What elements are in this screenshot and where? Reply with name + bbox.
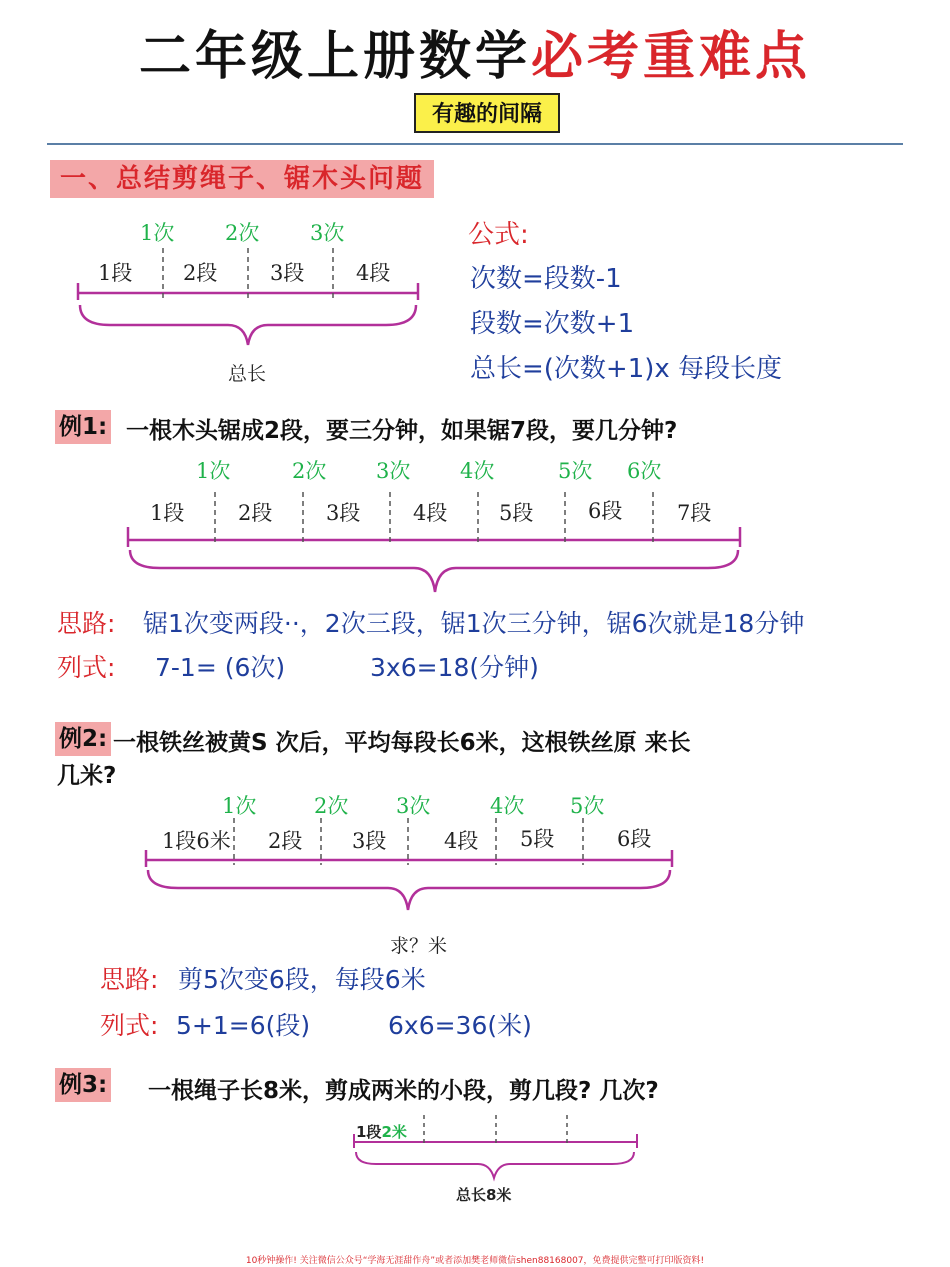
diagram2-segment-label: 7段 [677,501,712,525]
diagram2-segment-label: 3段 [326,501,361,525]
diagram3-segment-label: 5段 [520,827,555,851]
diagram4-total-label: 总长8米 [456,1186,512,1204]
diagram2-cut-label: 5次 [558,459,593,483]
diagram1-brace [80,305,416,345]
diagram1-segment-label: 2段 [183,261,218,285]
diagram1-cut-label: 3次 [310,221,345,245]
formula-2: 段数=次数+1 [470,309,635,339]
diagram1-cut-label: 2次 [225,221,260,245]
diagram3-segment-label: 2段 [268,829,303,853]
diagram3-segment-label: 6段 [617,827,652,851]
example1-label: 例1: [55,410,111,444]
diagram1-cut-label: 1次 [140,221,175,245]
diagram2-cut-label: 3次 [376,459,411,483]
diagram3-cut-label: 5次 [570,794,605,818]
example2-formula-label: 列式: [100,1011,159,1040]
diagram1-segment-label: 1段 [98,261,133,285]
page-title [0,14,950,89]
diagram3-segment-label: 4段 [444,829,479,853]
diagram2-segment-label: 4段 [413,501,448,525]
diagram2-segment-label: 1段 [150,501,185,525]
example3-question: 一根绳子长8米，剪成两米的小段，剪几段? 几次? [148,1078,659,1104]
example1-thinking: 锯1次变两段··，2次三段，锯1次三分钟，锯6次就是18分钟 [143,609,805,638]
diagram3-total-label: 求？米 [390,935,448,957]
formula-3: 总长=(次数+1)x 每段长度 [470,354,783,384]
diagram2-cut-label: 2次 [292,459,327,483]
diagram2-brace [130,550,738,592]
diagram3-cut-label: 4次 [490,794,525,818]
example1-formula-label: 列式: [57,653,116,682]
diagram4-segment-prefix: 1段 [356,1123,382,1141]
formula-1: 次数=段数-1 [470,264,622,294]
example2-formula-a: 5+1=6(段) [176,1011,311,1040]
diagram3-cut-label: 3次 [396,794,431,818]
example2-label: 例2: [55,722,111,756]
example3-label: 例3: [55,1068,111,1102]
footer-note: 10秒钟操作! 关注微信公众号“学海无涯甜作舟”或者添加樊老师微信shen88168007，免费提供完整可打印版资料! [245,1256,705,1266]
diagram2-cut-label: 6次 [627,459,662,483]
example1-question: 一根木头锯成2段，要三分钟，如果锯7段，要几分钟? [126,418,678,444]
example2-question-line2: 几米? [57,763,117,789]
diagram2-cut-label: 1次 [196,459,231,483]
diagram1-total-label: 总长 [228,363,267,385]
diagram4-segment-length: 2米 [381,1123,407,1141]
diagram3-cut-label: 1次 [222,794,257,818]
diagram4-segment-label [356,1123,407,1141]
divider [47,143,903,145]
diagram2-segment-label: 5段 [499,501,534,525]
example2-thinking: 剪5次变6段，每段6米 [178,965,426,994]
diagram3-cut-label: 2次 [314,794,349,818]
formula-title: 公式: [468,220,529,250]
diagram2-cut-label: 4次 [460,459,495,483]
diagram4-brace [356,1152,634,1178]
diagram1-segment-label: 3段 [270,261,305,285]
title-red: 必考重难点 [531,27,812,87]
diagram3-segment-label: 1段6米 [162,829,231,853]
subtitle-badge: 有趣的间隔 [414,93,560,133]
diagram2-segment-label: 6段 [588,499,623,523]
diagram3-brace [148,870,670,910]
example2-thinking-label: 思路: [100,965,159,994]
example1-thinking-label: 思路: [57,609,116,638]
example1-formula-b: 3x6=18(分钟) [370,653,539,682]
diagram2-segment-label: 2段 [238,501,273,525]
diagram3-segment-label: 3段 [352,829,387,853]
example2-formula-b: 6x6=36(米) [388,1011,532,1040]
title-black: 二年级上册数学 [138,27,531,87]
section-heading: 一、总结剪绳子、锯木头问题 [50,160,434,198]
diagram1-segment-label: 4段 [356,261,391,285]
example2-question-line1: 一根铁丝被黄S 次后，平均每段长6米，这根铁丝原 来长 [113,730,691,756]
example1-formula-a: 7-1= (6次) [155,653,286,682]
